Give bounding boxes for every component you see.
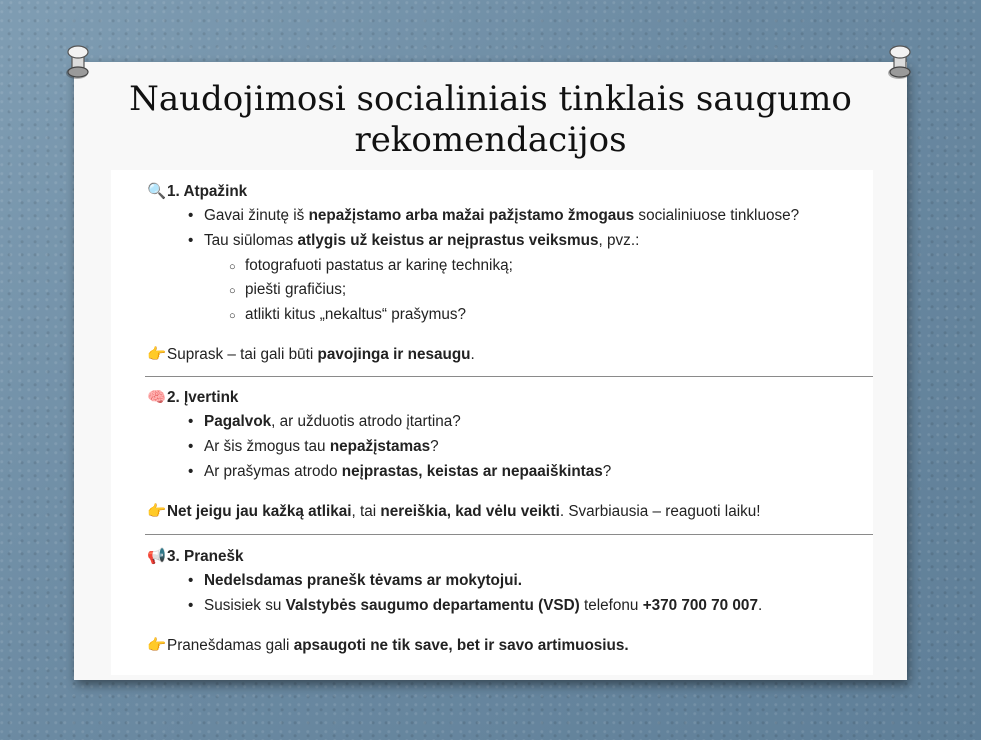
pointing-hand-icon: 👉	[147, 345, 167, 363]
list-item: • Susisiek su Valstybės saugumo departamentu (VSD) telefonu +370 700 70 007.	[188, 597, 763, 614]
sub-list-item: ○ piešti grafičius;	[229, 281, 347, 298]
slide-title-line-1: Naudojimosi socialiniais tinklais saugumo	[129, 79, 852, 119]
section-note: 👉Suprask – tai gali būti pavojinga ir nesaugu.	[147, 345, 475, 363]
section-note: 👉Net jeigu jau kažką atlikai, tai nereiškia, kad vėlu veikti. Svarbiausia – reaguoti laiku!	[147, 502, 761, 520]
slide-title-line-2: rekomendacijos	[354, 120, 627, 160]
section-heading: 🔍1. Atpažink	[147, 182, 248, 200]
section-divider	[145, 534, 873, 535]
section-note: 👉Pranešdamas gali apsaugoti ne tik save, bet ir savo artimuosius.	[147, 636, 629, 654]
list-item: • Gavai žinutę iš nepažįstamo arba mažai pažįstamo žmogaus socialiniuose tinkluose?	[188, 207, 800, 224]
pushpin-icon	[62, 42, 96, 82]
sub-list-item: ○ atlikti kitus „nekaltus“ prašymus?	[229, 306, 467, 323]
list-item: • Pagalvok, ar užduotis atrodo įtartina?	[188, 413, 461, 430]
list-item: • Ar prašymas atrodo neįprastas, keistas ar nepaaiškintas?	[188, 463, 612, 480]
section-heading: 📢3. Pranešk	[147, 547, 244, 565]
slide-title	[74, 79, 907, 161]
magnifier-icon: 🔍	[147, 182, 167, 200]
sub-list-item: ○ fotografuoti pastatus ar karinę techniką;	[229, 257, 513, 274]
pointing-hand-icon: 👉	[147, 636, 167, 654]
pointing-hand-icon: 👉	[147, 502, 167, 520]
content-panel	[111, 170, 873, 675]
section-heading: 🧠2. Įvertink	[147, 388, 239, 406]
megaphone-icon: 📢	[147, 547, 167, 565]
section-divider	[145, 376, 873, 377]
pushpin-icon	[882, 42, 916, 82]
list-item: • Nedelsdamas pranešk tėvams ar mokytojui.	[188, 572, 522, 589]
brain-icon: 🧠	[147, 388, 167, 406]
list-item: • Ar šis žmogus tau nepažįstamas?	[188, 438, 439, 455]
list-item: • Tau siūlomas atlygis už keistus ar neįprastus veiksmus, pvz.:	[188, 232, 640, 249]
